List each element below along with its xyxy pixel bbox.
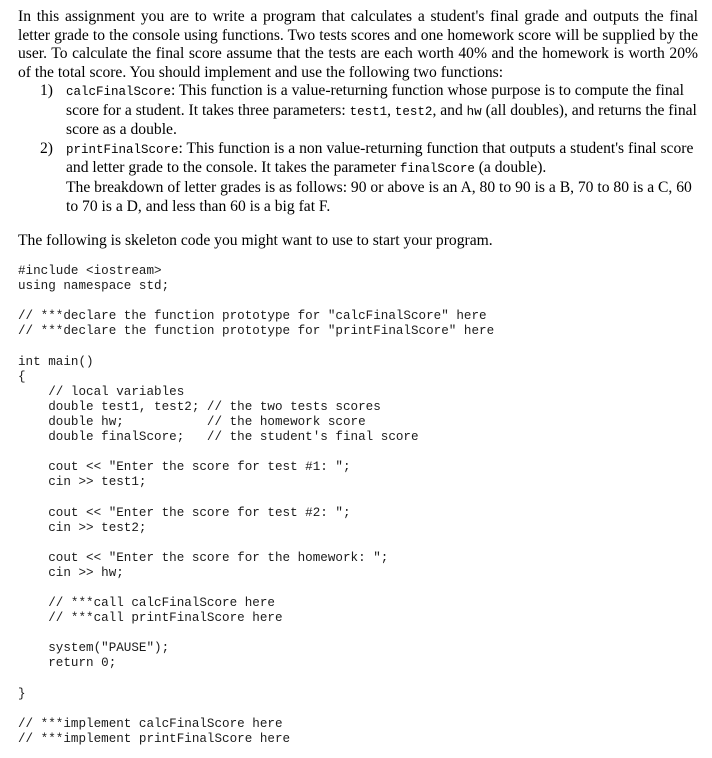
item-number: 1) [40,82,53,99]
code-line: double test1, test2; // the two tests scores [18,399,381,414]
code-line: cin >> hw; [18,565,124,580]
code-line: return 0; [18,656,117,671]
code-line: system("PAUSE"); [18,641,170,656]
code-line: // ***implement printFinalScore here [18,731,291,746]
item-text: : This function is a value-returning function whose purpose is to compute the final score for a student. It takes three parameters: [66,82,684,119]
code-line: cout << "Enter the score for the homework: "; [18,550,389,565]
param-name: hw [466,104,482,119]
code-line [18,294,494,309]
skeleton-intro: The following is skeleton code you might want to use to start your program. [18,232,493,249]
param-name: finalScore [399,162,475,177]
intro-paragraph: In this assignment you are to write a program that calculates a student's final grade and outputs the final letter grade to the console using functions. Two tests scores and one homework score will be supplied by the user. To calculate the final score assume that the tests are each worth 40% and the homework is worth 20% of the total score. You should implement and use the following two functions: [18,8,698,81]
code-line: cout << "Enter the score for test #1: "; [18,460,351,475]
code-line: cin >> test2; [18,520,147,535]
code-line: #include <iostream> [18,264,162,278]
code-line [18,672,494,687]
function-name: calcFinalScore [66,85,172,99]
code-line: } [18,686,26,701]
code-line: cout << "Enter the score for test #2: "; [18,505,351,520]
code-line [18,536,494,551]
function-list [18,82,698,216]
function-item-calc [18,82,698,140]
code-line [18,702,494,717]
code-line: cin >> test1; [18,475,147,490]
grade-breakdown: The breakdown of letter grades is as follows: 90 or above is an A, 80 to 90 is a B, 70 to 80 is a C, 60 to 70 is a D, and less than 60 is a big fat F. [66,178,692,215]
code-line: // ***call calcFinalScore here [18,596,275,611]
item-text: (a double). [474,159,547,177]
code-line [18,339,494,354]
code-line: double finalScore; // the student's final score [18,430,419,445]
code-line: // ***declare the function prototype for "printFinalScore" here [18,324,495,339]
code-line: // local variables [18,384,185,399]
function-name: printFinalScore [66,142,179,157]
code-line: using namespace std; [18,279,170,294]
code-line [18,581,494,596]
item-text: : This function is a non value-returning function that outputs a student's final score and letter grade to the console. It takes the parameter [66,139,694,177]
code-line: // ***call printFinalScore here [18,611,283,626]
code-line [18,490,494,505]
code-line: int main() [18,354,94,369]
item-text: (all doubles), and returns the final score as a double. [66,101,697,139]
code-line: // ***implement calcFinalScore here [18,716,283,731]
code-line [18,626,494,641]
code-line: double hw; // the homework score [18,414,366,429]
item-number: 2) [40,139,53,157]
code-line: { [18,369,26,384]
param-name: test1 [349,104,388,119]
param-name: test2 [394,104,433,119]
code-block [18,264,494,747]
item-text: , [387,101,395,119]
item-text: , and [432,101,467,119]
code-line: // ***declare the function prototype for "calcFinalScore" here [18,309,487,324]
code-line [18,445,494,460]
function-item-print [18,140,698,216]
